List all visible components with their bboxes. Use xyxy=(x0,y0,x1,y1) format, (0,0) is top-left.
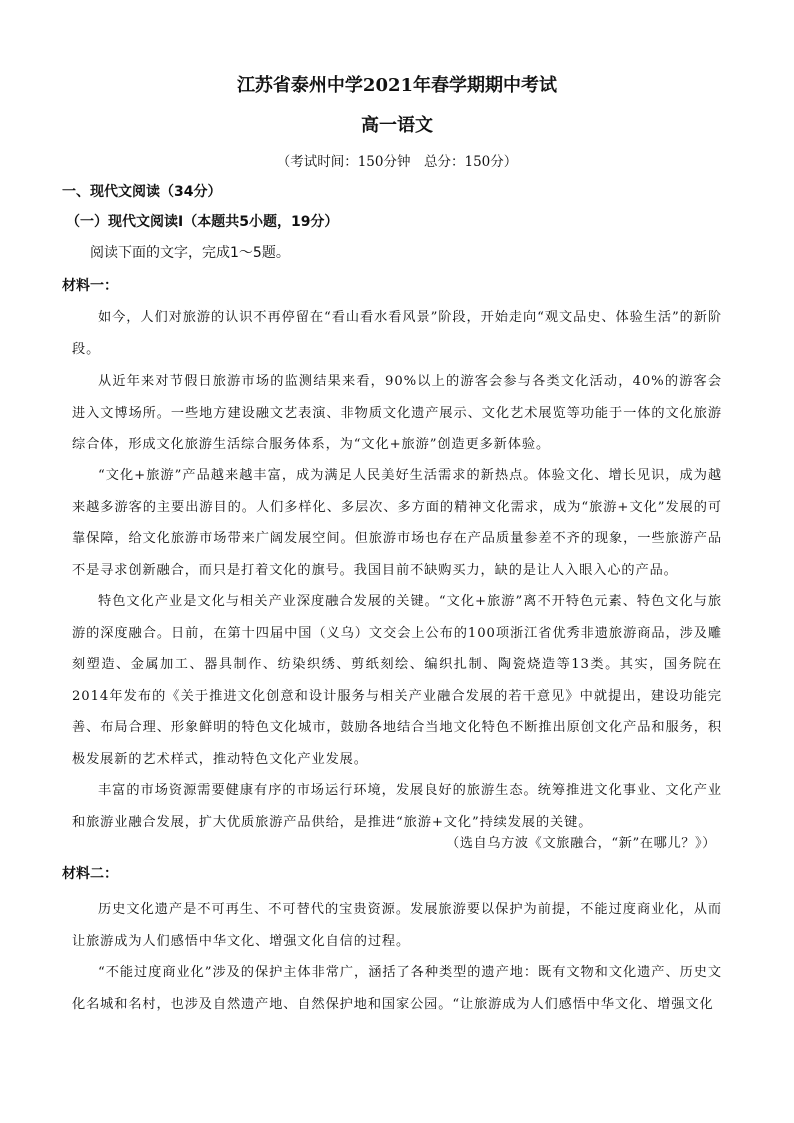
exam-title: 江苏省泰州中学2021年春学期期中考试 xyxy=(236,75,558,96)
paragraph: “不能过度商业化”涉及的保护主体非常广，涵括了各种类型的遗产地：既有文物和文化遗产、历史文化名城和名村，也涉及自然遗产地、自然保护地和国家公园。“让旅游成为人们感悟中华文化、增强文化 xyxy=(72,965,722,1012)
paragraph: 丰富的市场资源需要健康有序的市场运行环境，发展良好的旅游生态。统筹推进文化事业、文化产业和旅游业融合发展，扩大优质旅游产品供给，是推进“旅游+文化”持续发展的关键。 xyxy=(72,783,722,830)
exam-info: （考试时间：150分钟 总分：150分） xyxy=(276,154,518,170)
paragraph: 历史文化遗产是不可再生、不可替代的宝贵资源。发展旅游要以保护为前提，不能过度商业化，从而让旅游成为人们感悟中华文化、增强文化自信的过程。 xyxy=(72,902,722,949)
paragraph: 如今，人们对旅游的认识不再停留在“看山看水看风景”阶段，开始走向“观文品史、体验生活”的新阶段。 xyxy=(72,310,722,357)
reading-instruction: 阅读下面的文字，完成1～5题。 xyxy=(90,245,290,261)
section-heading: 一、现代文阅读（34分） xyxy=(62,184,222,200)
paragraph: 特色文化产业是文化与相关产业深度融合发展的关键。“文化+旅游”离不开特色元素、特色文化与旅游的深度融合。日前，在第十四届中国（义乌）文交会上公布的100项浙江省优秀非遗旅游商品，涉及雕刻塑造、金属加工、器具制作、纺染织绣、剪纸刻绘、编织扎制、陶瓷烧造等13类。其实，国务院在2014年发布的《关于推进文化创意和设计服务与相关产业融合发展的若干意见》中就提出，建设功能完善、布局合理、形象鲜明的特色文化城市，鼓励各地结合当地文化特色不断推出原创文化产品和服务，积极发展新的艺术样式，推动特色文化产业发展。 xyxy=(72,594,722,767)
paragraph: “文化+旅游”产品越来越丰富，成为满足人民美好生活需求的新热点。体验文化、增长见识，成为越来越多游客的主要出游目的。人们多样化、多层次、多方面的精神文化需求，成为“旅游+文化”发展的可靠保障，给文化旅游市场带来广阔发展空间。但旅游市场也存在产品质量参差不齐的现象，一些旅游产品不是寻求创新融合，而只是打着文化的旗号。我国目前不缺购买力，缺的是让人入眼入心的产品。 xyxy=(72,468,722,578)
exam-subject: 高一语文 xyxy=(361,115,433,136)
paragraph: 从近年来对节假日旅游市场的监测结果来看，90%以上的游客会参与各类文化活动，40%的游客会进入文博场所。一些地方建设融文艺表演、非物质文化遗产展示、文化艺术展览等功能于一体的文化旅游综合体，形成文化旅游生活综合服务体系，为“文化+旅游”创造更多新体验。 xyxy=(72,374,722,452)
subsection-heading: （一）现代文阅读Ⅰ（本题共5小题，19分） xyxy=(66,214,339,230)
material-source: （选自乌方波《文旅融合，“新”在哪儿？》） xyxy=(445,836,716,851)
material-one-label: 材料一： xyxy=(62,278,118,294)
material-two-label: 材料二： xyxy=(62,866,118,882)
